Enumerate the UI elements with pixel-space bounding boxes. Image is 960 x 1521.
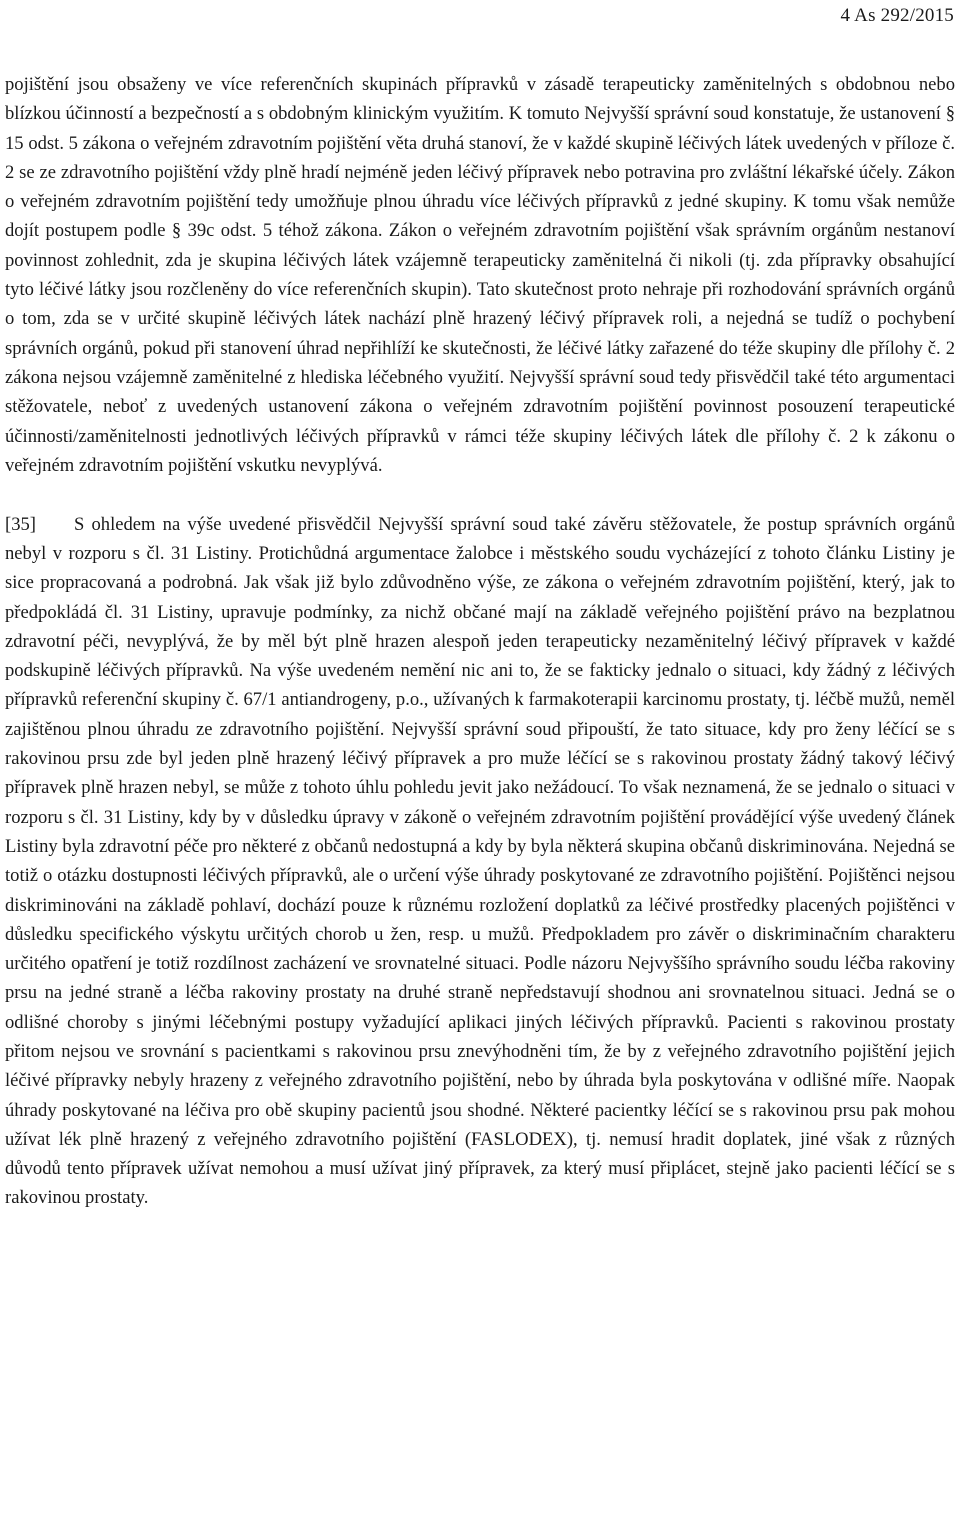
document-body [5,70,955,1213]
paragraph-1: pojištění jsou obsaženy ve více referenčních skupinách přípravků v zásadě terapeuticky zaměnitelných s obdobnou nebo blízkou účinností a bezpečností a s obdobným klinickým využitím. K tomuto Nejvyšší správní soud konstatuje, že ustanovení § 15 odst. 5 zákona o veřejném zdravotním pojištění věta druhá stanoví, že v každé skupině léčivých látek uvedených v příloze č. 2 se ze zdravotního pojištění vždy plně hradí nejméně jeden léčivý přípravek nebo potravina pro zvláštní lékařské účely. Zákon o veřejném zdravotním pojištění tedy umožňuje plnou úhradu více léčivých přípravků z jedné skupiny. K tomu však nemůže dojít postupem podle § 39c odst. 5 téhož zákona. Zákon o veřejném zdravotním pojištění však správním orgánům nestanoví povinnost zohlednit, zda je skupina léčivých látek vzájemně terapeuticky zaměnitelná či nikoli (tj. zda přípravky obsahující tyto léčivé látky jsou rozčleněny do více referenčních skupin). Tato skutečnost proto nehraje při rozhodování správních orgánů o tom, zda se v určité skupině léčivých látek nachází plně hrazený léčivý přípravek roli, a nejedná se tudíž o pochybení správních orgánů, pokud při stanovení úhrad nepřihlíží ke skutečnosti, že léčivé látky zařazené do téže skupiny dle přílohy č. 2 zákona nejsou vzájemně zaměnitelné z hlediska léčebného využití. Nejvyšší správní soud tedy přisvědčil také této argumentaci stěžovatele, neboť z uvedených ustanovení zákona o veřejném zdravotním pojištění povinnost posouzení terapeutické účinnosti/zaměnitelnosti jednotlivých léčivých přípravků v rámci téže skupiny léčivých látek dle přílohy č. 2 k zákonu o veřejném zdravotním pojištění vskutku nevyplývá. [5,74,955,476]
paragraph-35 [5,510,955,1213]
paragraph-number: [35] [5,513,36,535]
paragraph-35-text: S ohledem na výše uvedené přisvědčil Nejvyšší správní soud také závěru stěžovatele, že postup správních orgánů nebyl v rozporu s čl. 31 Listiny. Protichůdná argumentace žalobce i městského soudu vycházející z tohoto článku Listiny je sice propracovaná a podrobná. Jak však již bylo zdůvodněno výše, ze zákona o veřejném zdravotním pojištění, který, jak to předpokládá čl. 31 Listiny, upravuje podmínky, za nichž občané mají na základě veřejného pojištění právo na bezplatnou zdravotní péči, nevyplývá, že by měl být plně hrazen alespoň jeden terapeuticky nezaměnitelný léčivý přípravek v každé podskupině léčivých přípravků. Na výše uvedeném nemění nic ani to, že se fakticky jednalo o situaci, kdy žádný z léčivých přípravků referenční skupiny č. 67/1 antiandrogeny, p.o., užívaných k farmakoterapii karcinomu prostaty, tj. léčbě mužů, neměl zajištěnou plnou úhradu ze zdravotního pojištění. Nejvyšší správní soud připouští, že tato situace, kdy pro ženy léčící se s rakovinou prsu zde byl jeden plně hrazený léčivý přípravek a pro muže léčící se s rakovinou prostaty žádný takový léčivý přípravek plně hrazen nebyl, se může z tohoto úhlu pohledu jevit jako nežádoucí. To však neznamená, že se jednalo o situaci v rozporu s čl. 31 Listiny, kdy by v důsledku úpravy v zákoně o veřejném zdravotním pojištění provádějící výše uvedený článek Listiny byla zdravotní péče pro některé z občanů nedostupná a kdy by byla některá skupina občanů diskriminována. Nejedná se totiž o otázku dostupnosti léčivých přípravků, ale o určení výše úhrady poskytované ze zdravotního pojištění. Pojištěnci nejsou diskriminováni na základě pohlaví, dochází pouze k různému rozložení doplatků za léčivé prostředky placených pojištěnci v důsledku specifického výskytu určitých chorob u žen, resp. u mužů. Předpokladem pro závěr o diskriminačním charakteru určitého opatření je totiž rozdílnost zacházení ve srovnatelné situaci. Podle názoru Nejvyššího správního soudu léčba rakoviny prsu na jedné straně a léčba rakoviny prostaty na druhé straně nepředstavují shodnou ani srovnatelnou situaci. Jedná se o odlišné choroby s jinými léčebnými postupy vyžadující aplikaci jiných léčivých přípravků. Pacienti s rakovinou prostaty přitom nejsou ve srovnání s pacientkami s rakovinou prsu znevýhodněni tím, že by z veřejného zdravotního pojištění jejich léčivé přípravky nebyly hrazeny z veřejného zdravotního pojištění, nebo by úhrada byla poskytována v odlišné míře. Naopak úhrady poskytované na léčiva pro obě skupiny pacientů jsou shodné. Některé pacientky léčící se s rakovinou prsu pak mohou užívat lék plně hrazený z veřejného zdravotního pojištění (FASLODEX), tj. nemusí hradit doplatek, jiné však z různých důvodů tento přípravek užívat nemohou a musí užívat jiný přípravek, za který musí připlácet, stejně jako pacienti léčící se s rakovinou prostaty. [5,513,955,1209]
case-reference: 4 As 292/2015 [840,5,954,26]
